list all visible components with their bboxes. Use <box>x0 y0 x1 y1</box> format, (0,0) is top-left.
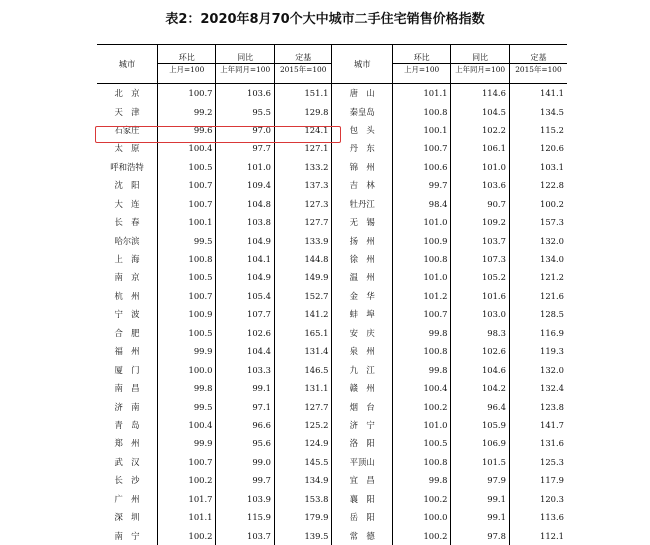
table-row <box>97 195 567 213</box>
cell-base-left: 131.1 <box>274 379 331 397</box>
cell-base-left: 179.9 <box>274 508 331 526</box>
cell-base-left: 133.9 <box>274 231 331 249</box>
cell-city-left: 南 宁 <box>114 530 140 541</box>
table-row <box>97 268 567 286</box>
cell-yoy-left: 103.9 <box>216 490 274 508</box>
cell-yoy-right: 106.1 <box>451 139 509 157</box>
cell-city-right: 无 锡 <box>349 217 375 228</box>
cell-city-left: 呼和浩特 <box>110 161 144 172</box>
cell-mom-left: 100.1 <box>158 213 216 231</box>
cell-mom-left: 101.1 <box>158 508 216 526</box>
cell-mom-right: 99.8 <box>392 471 450 489</box>
cell-mom-left: 99.9 <box>158 342 216 360</box>
cell-mom-right: 100.2 <box>392 397 450 415</box>
cell-city-left: 太 原 <box>114 143 140 154</box>
cell-base-left: 145.5 <box>274 453 331 471</box>
cell-mom-left: 100.4 <box>158 139 216 157</box>
cell-city-right: 赣 州 <box>349 383 375 394</box>
cell-city-right: 九 江 <box>349 364 375 375</box>
cell-city-right: 常 德 <box>349 530 375 541</box>
cell-base-left: 141.2 <box>274 305 331 323</box>
cell-city-right: 岳 阳 <box>349 512 375 523</box>
cell-mom-right: 100.5 <box>392 434 450 452</box>
cell-yoy-right: 104.5 <box>451 102 509 120</box>
cell-mom-left: 99.2 <box>158 102 216 120</box>
cell-mom-left: 100.8 <box>158 250 216 268</box>
cell-base-right: 121.2 <box>509 268 567 286</box>
cell-city-left: 杭 州 <box>114 290 140 301</box>
cell-yoy-left: 95.5 <box>216 102 274 120</box>
cell-city-left: 大 连 <box>114 198 140 209</box>
cell-city-right: 蚌 埠 <box>349 309 375 320</box>
cell-mom-left: 99.5 <box>158 397 216 415</box>
header-yoy-left: 同比 <box>216 45 274 64</box>
cell-yoy-left: 96.6 <box>216 416 274 434</box>
cell-city-right: 洛 阳 <box>349 438 375 449</box>
table-row <box>97 287 567 305</box>
cell-city-left: 合 肥 <box>114 327 140 338</box>
cell-mom-left: 99.9 <box>158 434 216 452</box>
cell-base-left: 127.7 <box>274 397 331 415</box>
table-row <box>97 526 567 544</box>
cell-city-right: 平顶山 <box>349 456 375 467</box>
cell-base-left: 133.2 <box>274 158 331 176</box>
cell-city-right: 襄 阳 <box>349 493 375 504</box>
cell-mom-right: 101.0 <box>392 416 450 434</box>
cell-city-right: 宜 昌 <box>349 475 375 486</box>
cell-city-left: 北 京 <box>114 88 140 99</box>
cell-yoy-left: 99.1 <box>216 379 274 397</box>
cell-base-right: 141.1 <box>509 83 567 102</box>
cell-city-left: 厦 门 <box>114 364 140 375</box>
cell-base-left: 139.5 <box>274 526 331 544</box>
table-body <box>97 83 567 544</box>
table-row <box>97 324 567 342</box>
header-city-left: 城市 <box>97 45 158 84</box>
cell-yoy-right: 105.2 <box>451 268 509 286</box>
cell-city-left: 福 州 <box>114 346 140 357</box>
cell-base-left: 127.7 <box>274 213 331 231</box>
cell-base-left: 124.9 <box>274 434 331 452</box>
cell-yoy-left: 104.4 <box>216 342 274 360</box>
cell-base-left: 137.3 <box>274 176 331 194</box>
table-row <box>97 250 567 268</box>
cell-city-left: 石家庄 <box>114 124 140 135</box>
cell-mom-right: 100.8 <box>392 250 450 268</box>
cell-yoy-right: 103.0 <box>451 305 509 323</box>
cell-yoy-right: 90.7 <box>451 195 509 213</box>
cell-yoy-left: 102.6 <box>216 324 274 342</box>
cell-yoy-left: 104.9 <box>216 231 274 249</box>
cell-base-right: 125.3 <box>509 453 567 471</box>
cell-base-left: 124.1 <box>274 121 331 139</box>
table-row <box>97 508 567 526</box>
header-city-right: 城市 <box>332 45 393 84</box>
cell-yoy-left: 103.6 <box>216 83 274 102</box>
cell-city-left: 济 南 <box>114 401 140 412</box>
cell-yoy-left: 97.1 <box>216 397 274 415</box>
cell-base-right: 132.4 <box>509 379 567 397</box>
cell-mom-left: 100.5 <box>158 158 216 176</box>
cell-mom-left: 100.2 <box>158 471 216 489</box>
cell-base-right: 103.1 <box>509 158 567 176</box>
cell-yoy-right: 114.6 <box>451 83 509 102</box>
cell-base-left: 165.1 <box>274 324 331 342</box>
cell-mom-left: 100.7 <box>158 83 216 102</box>
price-index-table <box>97 44 567 545</box>
table-row <box>97 102 567 120</box>
cell-base-right: 120.3 <box>509 490 567 508</box>
cell-yoy-left: 101.0 <box>216 158 274 176</box>
table-row <box>97 379 567 397</box>
cell-yoy-left: 105.4 <box>216 287 274 305</box>
table-title: 表2：2020年8月70个大中城市二手住宅销售价格指数 <box>165 12 485 27</box>
cell-mom-left: 100.7 <box>158 287 216 305</box>
subheader-mom-right: 上月=100 <box>392 64 450 83</box>
cell-city-right: 徐 州 <box>349 254 375 265</box>
cell-yoy-left: 104.9 <box>216 268 274 286</box>
cell-mom-right: 100.8 <box>392 102 450 120</box>
cell-base-left: 129.8 <box>274 102 331 120</box>
cell-city-right: 金 华 <box>349 290 375 301</box>
cell-base-right: 116.9 <box>509 324 567 342</box>
cell-mom-right: 99.8 <box>392 324 450 342</box>
cell-mom-right: 100.6 <box>392 158 450 176</box>
cell-city-left: 广 州 <box>114 493 140 504</box>
cell-city-left: 上 海 <box>114 254 140 265</box>
cell-yoy-left: 103.3 <box>216 360 274 378</box>
cell-base-left: 151.1 <box>274 83 331 102</box>
cell-city-right: 秦皇岛 <box>349 106 375 117</box>
cell-base-left: 134.9 <box>274 471 331 489</box>
cell-mom-right: 101.1 <box>392 83 450 102</box>
cell-city-left: 宁 波 <box>114 309 140 320</box>
table-row <box>97 231 567 249</box>
cell-mom-right: 98.4 <box>392 195 450 213</box>
cell-city-right: 烟 台 <box>349 401 375 412</box>
header-yoy-right: 同比 <box>451 45 509 64</box>
table-row <box>97 397 567 415</box>
cell-yoy-right: 99.1 <box>451 508 509 526</box>
cell-mom-left: 100.5 <box>158 324 216 342</box>
table-row <box>97 342 567 360</box>
cell-base-right: 119.3 <box>509 342 567 360</box>
cell-mom-right: 99.8 <box>392 360 450 378</box>
cell-yoy-left: 95.6 <box>216 434 274 452</box>
cell-city-right: 泉 州 <box>349 346 375 357</box>
cell-base-left: 152.7 <box>274 287 331 305</box>
cell-mom-right: 100.1 <box>392 121 450 139</box>
cell-city-left: 天 津 <box>114 106 140 117</box>
cell-yoy-right: 109.2 <box>451 213 509 231</box>
cell-city-right: 锦 州 <box>349 161 375 172</box>
cell-mom-left: 100.7 <box>158 195 216 213</box>
cell-base-right: 134.0 <box>509 250 567 268</box>
cell-city-left: 南 京 <box>114 272 140 283</box>
header-mom-left: 环比 <box>158 45 216 64</box>
cell-base-left: 127.3 <box>274 195 331 213</box>
cell-mom-left: 100.7 <box>158 176 216 194</box>
cell-mom-right: 101.0 <box>392 268 450 286</box>
table-row <box>97 416 567 434</box>
cell-yoy-right: 101.6 <box>451 287 509 305</box>
cell-base-left: 146.5 <box>274 360 331 378</box>
header-base-left: 定基 <box>274 45 331 64</box>
cell-city-right: 安 庆 <box>349 327 375 338</box>
table-row <box>97 158 567 176</box>
cell-mom-left: 99.8 <box>158 379 216 397</box>
cell-base-right: 113.6 <box>509 508 567 526</box>
cell-base-left: 125.2 <box>274 416 331 434</box>
table-row <box>97 121 567 139</box>
cell-mom-right: 100.7 <box>392 305 450 323</box>
cell-base-right: 131.6 <box>509 434 567 452</box>
cell-mom-right: 100.9 <box>392 231 450 249</box>
header-mom-right: 环比 <box>392 45 450 64</box>
cell-mom-right: 99.7 <box>392 176 450 194</box>
cell-mom-right: 100.7 <box>392 139 450 157</box>
cell-city-right: 牡丹江 <box>349 198 375 209</box>
cell-mom-right: 100.2 <box>392 526 450 544</box>
cell-base-right: 100.2 <box>509 195 567 213</box>
cell-yoy-right: 101.0 <box>451 158 509 176</box>
cell-yoy-right: 96.4 <box>451 397 509 415</box>
cell-base-left: 131.4 <box>274 342 331 360</box>
cell-city-left: 青 岛 <box>114 419 140 430</box>
cell-yoy-left: 107.7 <box>216 305 274 323</box>
cell-base-right: 132.0 <box>509 360 567 378</box>
table-row <box>97 213 567 231</box>
cell-city-right: 扬 州 <box>349 235 375 246</box>
subheader-base-right: 2015年=100 <box>509 64 567 83</box>
cell-yoy-right: 104.2 <box>451 379 509 397</box>
cell-city-right: 唐 山 <box>349 88 375 99</box>
cell-city-left: 南 昌 <box>114 383 140 394</box>
table-row <box>97 305 567 323</box>
table-row <box>97 360 567 378</box>
cell-yoy-left: 97.7 <box>216 139 274 157</box>
cell-yoy-right: 106.9 <box>451 434 509 452</box>
cell-base-right: 122.8 <box>509 176 567 194</box>
cell-yoy-right: 101.5 <box>451 453 509 471</box>
cell-base-left: 144.8 <box>274 250 331 268</box>
table-row <box>97 471 567 489</box>
cell-base-right: 134.5 <box>509 102 567 120</box>
cell-base-right: 128.5 <box>509 305 567 323</box>
cell-city-right: 吉 林 <box>349 180 375 191</box>
subheader-base-left: 2015年=100 <box>274 64 331 83</box>
cell-mom-left: 100.7 <box>158 453 216 471</box>
cell-base-left: 149.9 <box>274 268 331 286</box>
cell-mom-left: 101.7 <box>158 490 216 508</box>
cell-yoy-right: 97.8 <box>451 526 509 544</box>
cell-mom-right: 100.0 <box>392 508 450 526</box>
cell-yoy-left: 109.4 <box>216 176 274 194</box>
cell-city-right: 丹 东 <box>349 143 375 154</box>
cell-base-right: 157.3 <box>509 213 567 231</box>
table-row <box>97 490 567 508</box>
cell-yoy-left: 103.8 <box>216 213 274 231</box>
cell-mom-right: 100.2 <box>392 490 450 508</box>
cell-yoy-left: 99.0 <box>216 453 274 471</box>
cell-mom-right: 101.0 <box>392 213 450 231</box>
table-row <box>97 434 567 452</box>
cell-mom-right: 101.2 <box>392 287 450 305</box>
cell-city-left: 武 汉 <box>114 456 140 467</box>
cell-base-right: 121.6 <box>509 287 567 305</box>
cell-base-left: 127.1 <box>274 139 331 157</box>
cell-city-right: 济 宁 <box>349 419 375 430</box>
cell-yoy-right: 97.9 <box>451 471 509 489</box>
cell-yoy-right: 105.9 <box>451 416 509 434</box>
table-row <box>97 453 567 471</box>
cell-mom-left: 100.4 <box>158 416 216 434</box>
cell-yoy-right: 103.7 <box>451 231 509 249</box>
cell-city-right: 温 州 <box>349 272 375 283</box>
cell-yoy-right: 104.6 <box>451 360 509 378</box>
table-row <box>97 139 567 157</box>
cell-yoy-left: 99.7 <box>216 471 274 489</box>
cell-base-right: 132.0 <box>509 231 567 249</box>
cell-mom-left: 99.5 <box>158 231 216 249</box>
cell-yoy-right: 99.1 <box>451 490 509 508</box>
cell-mom-left: 99.6 <box>158 121 216 139</box>
cell-mom-right: 100.8 <box>392 453 450 471</box>
cell-base-right: 141.7 <box>509 416 567 434</box>
cell-base-right: 112.1 <box>509 526 567 544</box>
table-row <box>97 83 567 102</box>
cell-yoy-left: 97.0 <box>216 121 274 139</box>
header-base-right: 定基 <box>509 45 567 64</box>
cell-base-right: 123.8 <box>509 397 567 415</box>
cell-mom-right: 100.4 <box>392 379 450 397</box>
subheader-yoy-left: 上年同月=100 <box>216 64 274 83</box>
cell-city-left: 哈尔滨 <box>114 235 140 246</box>
cell-city-left: 长 沙 <box>114 475 140 486</box>
cell-city-right: 包 头 <box>349 124 375 135</box>
cell-yoy-left: 104.8 <box>216 195 274 213</box>
cell-yoy-right: 103.6 <box>451 176 509 194</box>
cell-yoy-right: 102.6 <box>451 342 509 360</box>
cell-mom-left: 100.2 <box>158 526 216 544</box>
cell-yoy-left: 104.1 <box>216 250 274 268</box>
cell-yoy-left: 103.7 <box>216 526 274 544</box>
cell-yoy-right: 102.2 <box>451 121 509 139</box>
subheader-yoy-right: 上年同月=100 <box>451 64 509 83</box>
cell-mom-left: 100.0 <box>158 360 216 378</box>
cell-mom-left: 100.9 <box>158 305 216 323</box>
cell-city-left: 沈 阳 <box>114 180 140 191</box>
cell-city-left: 长 春 <box>114 217 140 228</box>
cell-mom-left: 100.5 <box>158 268 216 286</box>
cell-base-right: 117.9 <box>509 471 567 489</box>
cell-yoy-left: 115.9 <box>216 508 274 526</box>
cell-base-right: 120.6 <box>509 139 567 157</box>
cell-base-right: 115.2 <box>509 121 567 139</box>
cell-mom-right: 100.8 <box>392 342 450 360</box>
cell-base-left: 153.8 <box>274 490 331 508</box>
cell-city-left: 深 圳 <box>114 512 140 523</box>
cell-city-left: 郑 州 <box>114 438 140 449</box>
cell-yoy-right: 98.3 <box>451 324 509 342</box>
cell-yoy-right: 107.3 <box>451 250 509 268</box>
table-row <box>97 176 567 194</box>
subheader-mom-left: 上月=100 <box>158 64 216 83</box>
